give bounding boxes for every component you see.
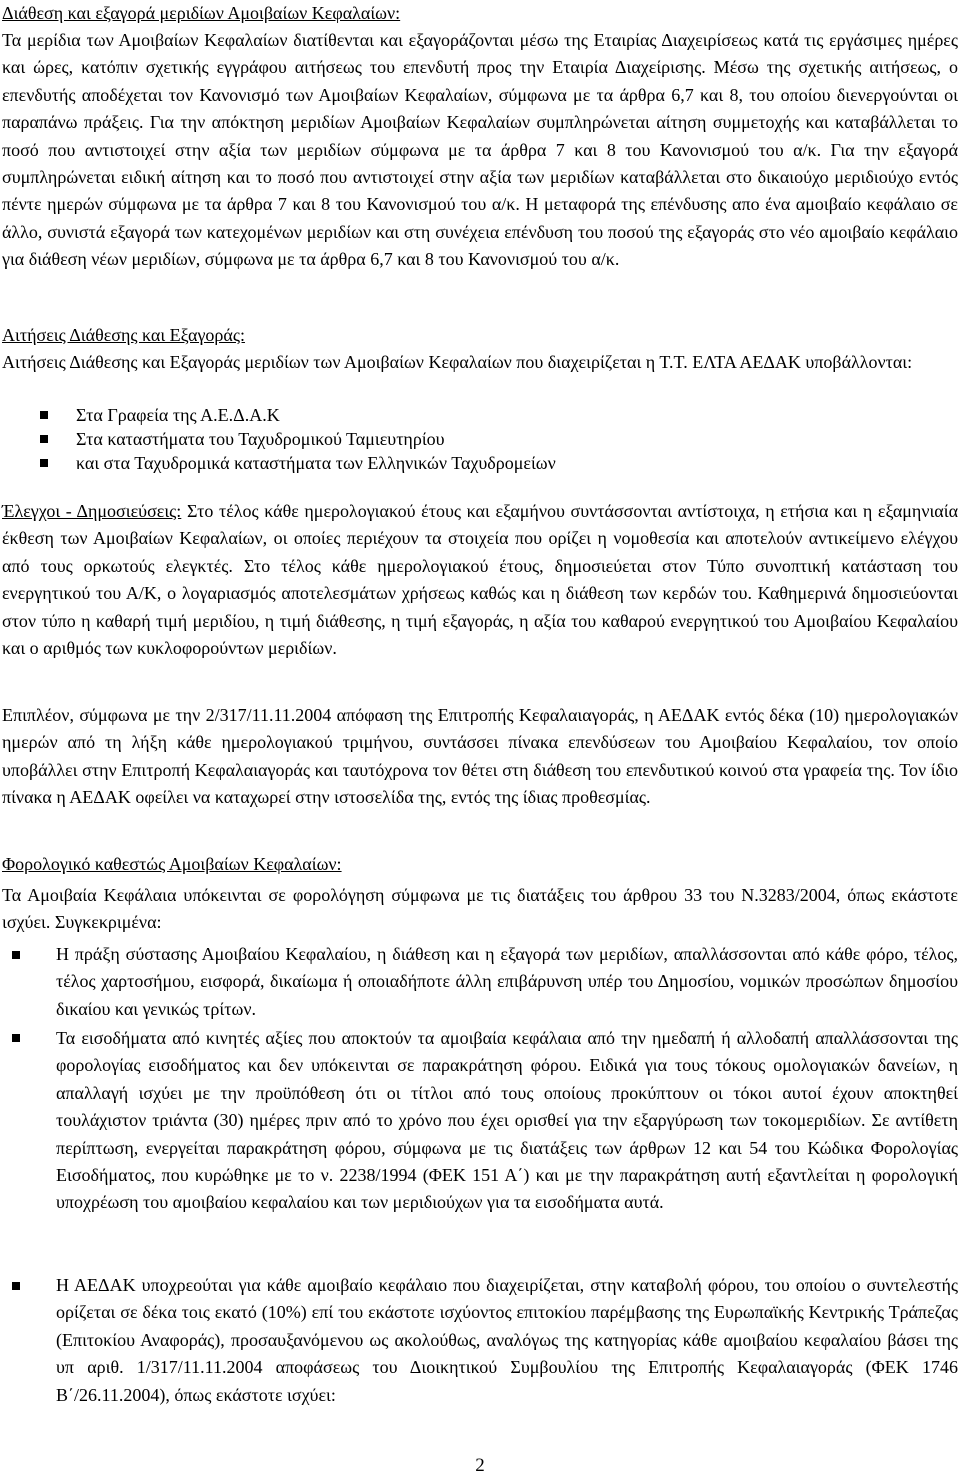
page-number: 2 [475, 1455, 485, 1476]
square-bullet-icon [40, 435, 48, 443]
square-bullet-icon [40, 411, 48, 419]
tax-heading: Φορολογικό καθεστώς Αμοιβαίων Κεφαλαίων: [2, 854, 342, 874]
square-bullet-icon [40, 459, 48, 467]
availability-body: Τα μερίδια των Αμοιβαίων Κεφαλαίων διατίθενται και εξαγοράζονται μέσω της Εταιρίας Διαχειρίσεως κατά τις εργάσιμες ημέρες και ώρες, κατόπιν σχετικής εγγράφου αιτήσεως του επενδυτή προς την Εταιρία Διαχείρισης. Μέσω της σχετικής αιτήσεως, ο επενδυτής αποδέχεται τον Κανονισμό των Αμοιβαίων Κεφαλαίων, σύμφωνα με τα άρθρα 6,7 και 8, του οποίου διενεργούνται οι παραπάνω πράξεις. Για την απόκτηση μεριδίων Αμοιβαίων Κεφαλαίων συμπληρώνεται αίτηση συμμετοχής και καταβάλλεται το ποσό που αντιστοιχεί στην αξία των μεριδίων σύμφωνα με τα άρθρα 7 και 8 του Κανονισμού του α/κ. Για την εξαγορά συμπληρώνεται ειδική αίτηση και το ποσό που αντιστοιχεί στην αξία των μεριδίων καταβάλλεται στο δικαιούχο μεριδιούχο εντός πέντε ημερών σύμφωνα με τα άρθρα 7 και 8 του Κανονισμού του α/κ. Η μεταφορά της επένδυσης απο ένα αμοιβαίο κεφάλαιο σε άλλο, συνιστά εξαγορά των κατεχομένων μεριδίων και στη συνέχεια επένδυση του ποσού της εξαγοράς στο νέο αμοιβαίο κεφάλαιο για διάθεση νέων μεριδίων, σύμφωνα με τα άρθρα 6,7 και 8 του Κανονισμού του α/κ. [2, 30, 958, 270]
list-item: και στα Ταχυδρομικά καταστήματα των Ελληνικών Ταχυδρομείων [76, 453, 556, 473]
list-item: Τα εισοδήματα από κινητές αξίες που αποκτούν τα αμοιβαία κεφάλαια από την ημεδαπή ή αλλοδαπή απαλλάσσονται της φορολογίας εισοδήματος και δεν υπόκεινται σε παρακράτηση φόρου. Ειδικά για τους τόκους ομολογιακών δανείων, η απαλλαγή ισχύει με την προϋπόθεση ότι οι τίτλοι από τους οποίους προκύπτουν οι τόκοι αυτοί έχουν αποκτηθεί τουλάχιστον τριάντα (30) ημέρες πριν από το χρόνο που έχει ορισθεί για την εξαργύρωση των τοκομεριδίων. Σε αντίθετη περίπτωση, ενεργείται παρακράτηση φόρου, σύμφωνα με τις διατάξεις των άρθρων 12 και 54 του Κώδικα Φορολογίας Εισοδήματος, που κυρώθηκε με το ν. 2238/1994 (ΦΕΚ 151 Α΄) και με την παρακράτηση αυτή εξαντλείται η φορολογική υποχρέωση του αμοιβαίου κεφαλαίου και των μεριδιούχων για τα εισοδήματα αυτά. [56, 1028, 958, 1213]
list-item: Η ΑΕΔΑΚ υποχρεούται για κάθε αμοιβαίο κεφάλαιο που διαχειρίζεται, στην καταβολή φόρου, του οποίου ο συντελεστής ορίζεται σε δέκα τοις εκατό (10%) επί του εκάστοτε ισχύοντος επιτοκίου παρέμβασης της Ευρωπαϊκής Κεντρικής Τράπεζας (Επιτοκίου Αναφοράς), προσαυξανόμενου ως ακολούθως, αναλόγως της κατηγορίας κάθε αμοιβαίου κεφαλαίου βάσει της υπ αριθ. 1/317/11.11.2004 αποφάσεως του Διοικητικού Συμβουλίου της Επιτροπής Κεφαλαιαγοράς (ΦΕΚ 1746 Β΄/26.11.2004), όπως εκάστοτε ισχύει: [56, 1275, 958, 1405]
controls-body: Στο τέλος κάθε ημερολογιακού έτους και εξαμήνου συντάσσονται αντίστοιχα, η ετήσια και η εξαμηνιαία έκθεση των Αμοιβαίων Κεφαλαίων, οι οποίες περιέχουν τα στοιχεία που ορίζει η νομοθεσία και αποτελούν αντικείμενο ελέγχου από τους ορκωτούς ελεγκτές. Στο τέλος κάθε ημερολογιακού έτους, δημοσιεύεται στον Τύπο συνοπτική κατάσταση του ενεργητικού του Α/Κ, ο λογαριασμός αποτελεσμάτων χρήσεως καθώς και η διάθεση των κερδών του. Καθημερινά δημοσιεύονται στον τύπο η καθαρή τιμή μεριδίου, η τιμή διάθεσης, η τιμή εξαγοράς, η αξία του καθαρού ενεργητικού του Αμοιβαίου Κεφαλαίου και ο αριθμός των κυκλοφορούντων μεριδίων. [2, 501, 959, 659]
square-bullet-icon [12, 1034, 20, 1042]
tax-body: Τα Αμοιβαία Κεφάλαια υπόκεινται σε φορολόγηση σύμφωνα με τις διατάξεις του άρθρου 33 του Ν.3283/2004, όπως εκάστοτε ισχύει. Συγκεκριμένα: [2, 885, 958, 933]
availability-heading: Διάθεση και εξαγορά μεριδίων Αμοιβαίων Κεφαλαίων: [2, 3, 401, 23]
controls-paragraph [2, 498, 958, 662]
square-bullet-icon [12, 1282, 20, 1290]
list-item: Στα Γραφεία της Α.Ε.Δ.Α.Κ [76, 405, 280, 425]
additionally-paragraph: Επιπλέον, σύμφωνα με την 2/317/11.11.2004 απόφαση της Επιτροπής Κεφαλαιαγοράς, η ΑΕΔΑΚ εντός δέκα (10) ημερολογιακών ημερών από τη λήξη κάθε ημερολογιακού τριμήνου, συντάσσει πίνακα επενδύσεων του Αμοιβαίου Κεφαλαίου, τον οποίο υποβάλλει στην Επιτροπή Κεφαλαιαγοράς και ταυτόχρονα τον θέτει στη διάθεση του επενδυτικού κοινού στα γραφεία της. Τον ίδιο πίνακα η ΑΕΔΑΚ οφείλει να καταχωρεί στην ιστοσελίδα της, εντός της ίδιας προθεσμίας. [2, 705, 958, 808]
applications-body: Αιτήσεις Διάθεσης και Εξαγοράς μεριδίων των Αμοιβαίων Κεφαλαίων που διαχειρίζεται η Τ.Τ. ΕΛΤΑ ΑΕΔΑΚ υποβάλλονται: [2, 352, 913, 372]
controls-heading: Έλεγχοι - Δημοσιεύσεις: [2, 501, 182, 521]
list-item: Η πράξη σύστασης Αμοιβαίου Κεφαλαίου, η διάθεση και η εξαγορά των μεριδίων, απαλλάσσονται από κάθε φόρο, τέλος, τέλος χαρτοσήμου, εισφορά, δικαίωμα ή οποιαδήποτε άλλη επιβάρυνση υπέρ του Δημοσίου, νομικών προσώπων δημοσίου δικαίου και γενικώς τρίτων. [56, 944, 958, 1019]
applications-heading: Αιτήσεις Διάθεσης και Εξαγοράς: [2, 325, 245, 345]
list-item: Στα καταστήματα του Ταχυδρομικού Ταμιευτηρίου [76, 429, 445, 449]
square-bullet-icon [12, 951, 20, 959]
